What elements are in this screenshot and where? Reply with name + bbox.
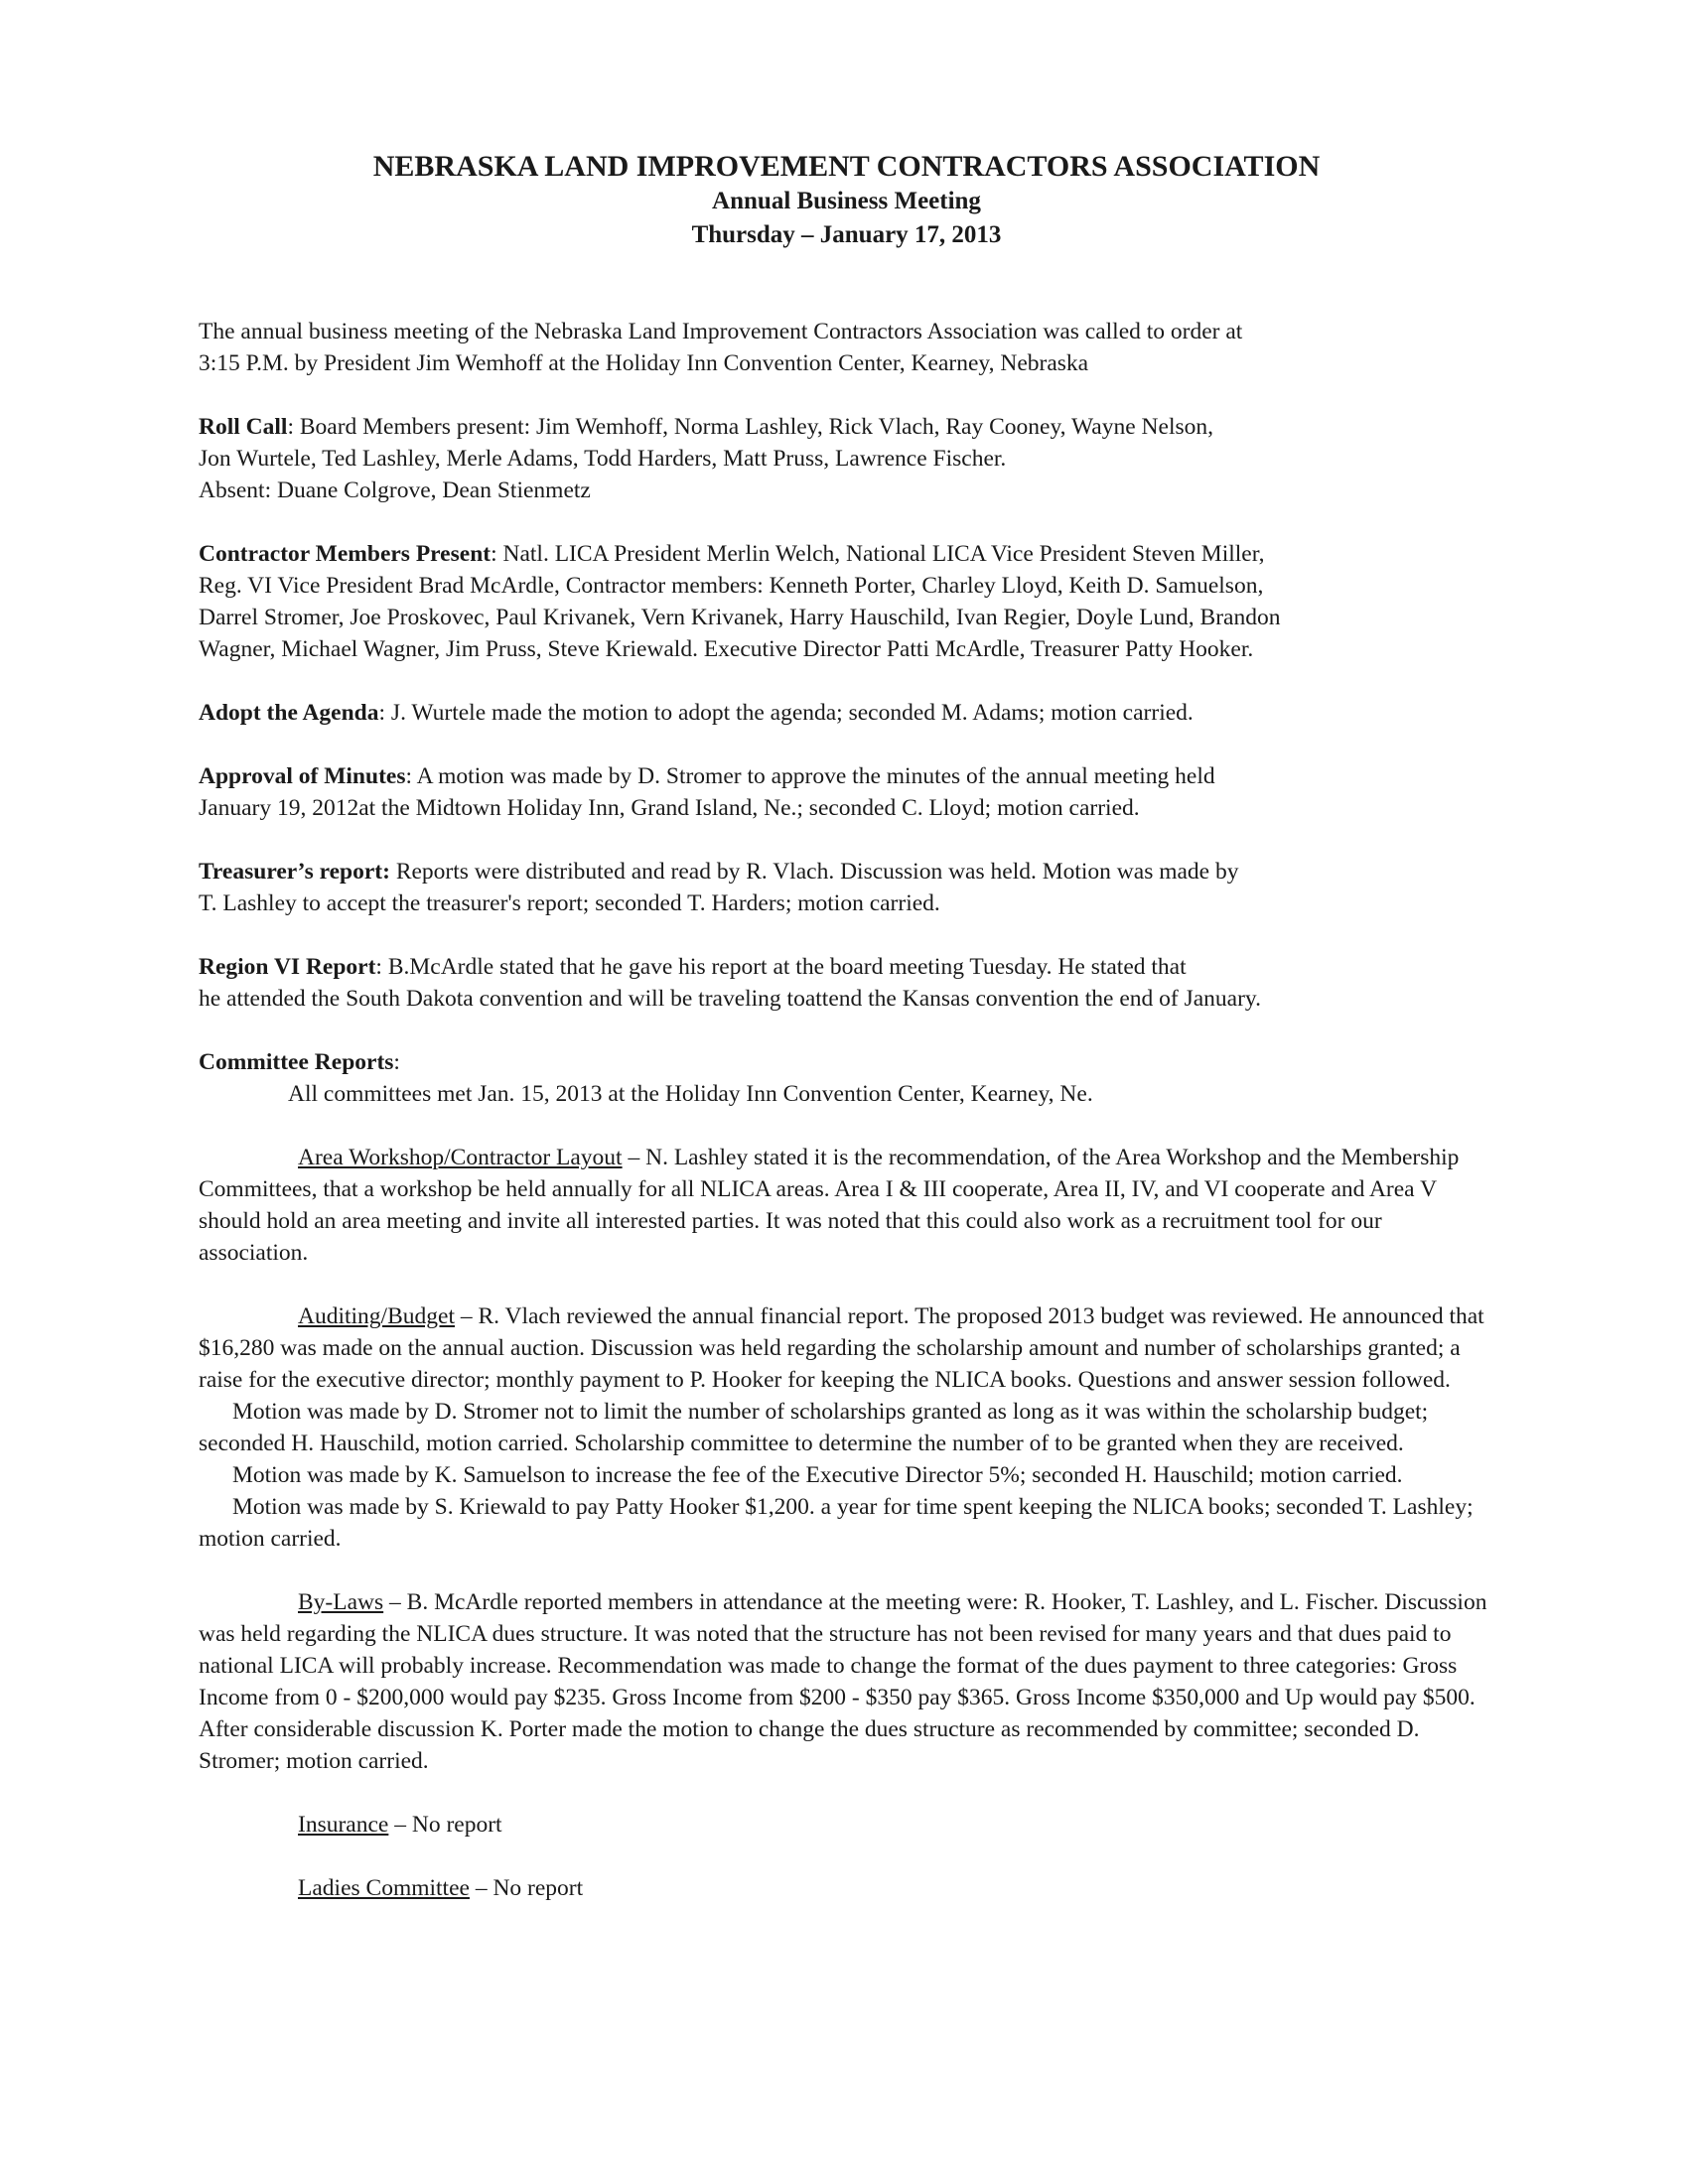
- committee-reports-intro: All committees met Jan. 15, 2013 at the Holiday Inn Convention Center, Kearney, Ne.: [288, 1081, 1093, 1107]
- ladies-committee-report: [199, 1872, 1494, 1904]
- auditing-budget-title: Auditing/Budget: [298, 1303, 455, 1329]
- committee-reports-colon: :: [393, 1049, 400, 1075]
- insurance-title: Insurance: [298, 1812, 389, 1838]
- bylaws-text: – B. McArdle reported members in attendance at the meeting were: R. Hooker, T. Lashley, and L. Fischer. Discussion was held regarding the NLICA dues structure. It was noted that the structure has not been revised for many years and that dues paid to national LICA will probably increase. Recommendation was made to change the format of the dues payment to three categories: Gross Income from 0 - $200,000 would pay $235. Gross Income from $200 - $350 pay $365. Gross Income $350,000 and Up would pay $500. After considerable discussion K. Porter made the motion to change the dues structure as recommended by committee; seconded D. Stromer; motion carried.: [199, 1589, 1487, 1774]
- organization-title: NEBRASKA LAND IMPROVEMENT CONTRACTORS ASSOCIATION: [372, 150, 1321, 183]
- meeting-title: Annual Business Meeting: [712, 188, 981, 214]
- adopt-agenda-label: Adopt the Agenda: [199, 700, 379, 726]
- insurance-text: – No report: [388, 1812, 502, 1838]
- roll-call-section: [199, 411, 1494, 506]
- committee-reports-label: Committee Reports: [199, 1049, 394, 1075]
- committee-reports-heading: [199, 1046, 1494, 1078]
- roll-call-label: Roll Call: [199, 414, 288, 440]
- roll-call-text: : Board Members present: Jim Wemhoff, Norma Lashley, Rick Vlach, Ray Cooney, Wayne Nelson, Jon Wurtele, Ted Lashley, Merle Adams, Todd Harders, Matt Pruss, Lawrence Fischer. Absent: Duane Colgrove, Dean Stienmetz: [199, 414, 1213, 503]
- auditing-motion-1: Motion was made by D. Stromer not to limit the number of scholarships granted as long as it was within the scholarship budget; seconded H. Hauschild, motion carried. Scholarship committee to determine the number of to be granted when they are received.: [199, 1399, 1429, 1456]
- insurance-report: [199, 1809, 1494, 1841]
- bylaws-report: [199, 1586, 1494, 1777]
- document-header: [199, 149, 1494, 252]
- adopt-agenda-text: : J. Wurtele made the motion to adopt the agenda; seconded M. Adams; motion carried.: [378, 700, 1194, 726]
- region-report-section: [199, 951, 1494, 1015]
- area-workshop-report: [199, 1142, 1494, 1269]
- intro-paragraph: The annual business meeting of the Nebraska Land Improvement Contractors Association was called to order at 3:15 P.M. by President Jim Wemhoff at the Holiday Inn Convention Center, Kearney, Nebraska: [199, 319, 1243, 376]
- auditing-motion-3: Motion was made by S. Kriewald to pay Patty Hooker $1,200. a year for time spent keeping the NLICA books; seconded T. Lashley; motion carried.: [199, 1494, 1474, 1552]
- approval-minutes-label: Approval of Minutes: [199, 763, 406, 789]
- area-workshop-text: – N. Lashley stated it is the recommendation, of the Area Workshop and the Membership Committees, that a workshop be held annually for all NLICA areas. Area I & III cooperate, Area II, IV, and VI cooperate and Area V should hold an area meeting and invite all interested parties. It was noted that this could also work as a recruitment tool for our association.: [199, 1145, 1460, 1266]
- approval-minutes-section: [199, 760, 1494, 824]
- auditing-budget-text: – R. Vlach reviewed the annual financial report. The proposed 2013 budget was reviewed. He announced that $16,280 was made on the annual auction. Discussion was held regarding the scholarship amount and number of scholarships granted; a raise for the executive director; monthly payment to P. Hooker for keeping the NLICA books. Questions and answer session followed.: [199, 1303, 1484, 1393]
- treasurer-report-text: Reports were distributed and read by R. Vlach. Discussion was held. Motion was made by T. Lashley to accept the treasurer's report; seconded T. Harders; motion carried.: [199, 859, 1239, 916]
- area-workshop-title: Area Workshop/Contractor Layout: [298, 1145, 623, 1170]
- treasurer-report-section: [199, 856, 1494, 919]
- region-report-text: : B.McArdle stated that he gave his report at the board meeting Tuesday. He stated that he attended the South Dakota convention and will be traveling toattend the Kansas convention the end of January.: [199, 954, 1262, 1012]
- document-page: [199, 149, 1494, 1936]
- contractor-members-label: Contractor Members Present: [199, 541, 492, 567]
- adopt-agenda-section: [199, 697, 1494, 729]
- approval-minutes-text: : A motion was made by D. Stromer to approve the minutes of the annual meeting held January 19, 2012at the Midtown Holiday Inn, Grand Island, Ne.; seconded C. Lloyd; motion carried.: [199, 763, 1215, 821]
- contractor-members-text: : Natl. LICA President Merlin Welch, National LICA Vice President Steven Miller, Reg. VI Vice President Brad McArdle, Contractor members: Kenneth Porter, Charley Lloyd, Keith D. Samuelson, Darrel Stromer, Joe Proskovec, Paul Krivanek, Vern Krivanek, Harry Hauschild, Ivan Regier, Doyle Lund, Brandon Wagner, Michael Wagner, Jim Pruss, Steve Kriewald. Executive Director Patti McArdle, Treasurer Patty Hooker.: [199, 541, 1281, 662]
- bylaws-title: By-Laws: [298, 1589, 384, 1615]
- ladies-committee-title: Ladies Committee: [298, 1875, 470, 1901]
- treasurer-report-label: Treasurer’s report:: [199, 859, 390, 885]
- auditing-budget-report: [199, 1300, 1494, 1396]
- auditing-motion-2: Motion was made by K. Samuelson to increase the fee of the Executive Director 5%; seconded H. Hauschild; motion carried.: [232, 1462, 1403, 1488]
- region-report-label: Region VI Report: [199, 954, 376, 980]
- contractor-members-section: [199, 538, 1494, 665]
- ladies-committee-text: – No report: [469, 1875, 584, 1901]
- meeting-date: Thursday – January 17, 2013: [691, 221, 1002, 248]
